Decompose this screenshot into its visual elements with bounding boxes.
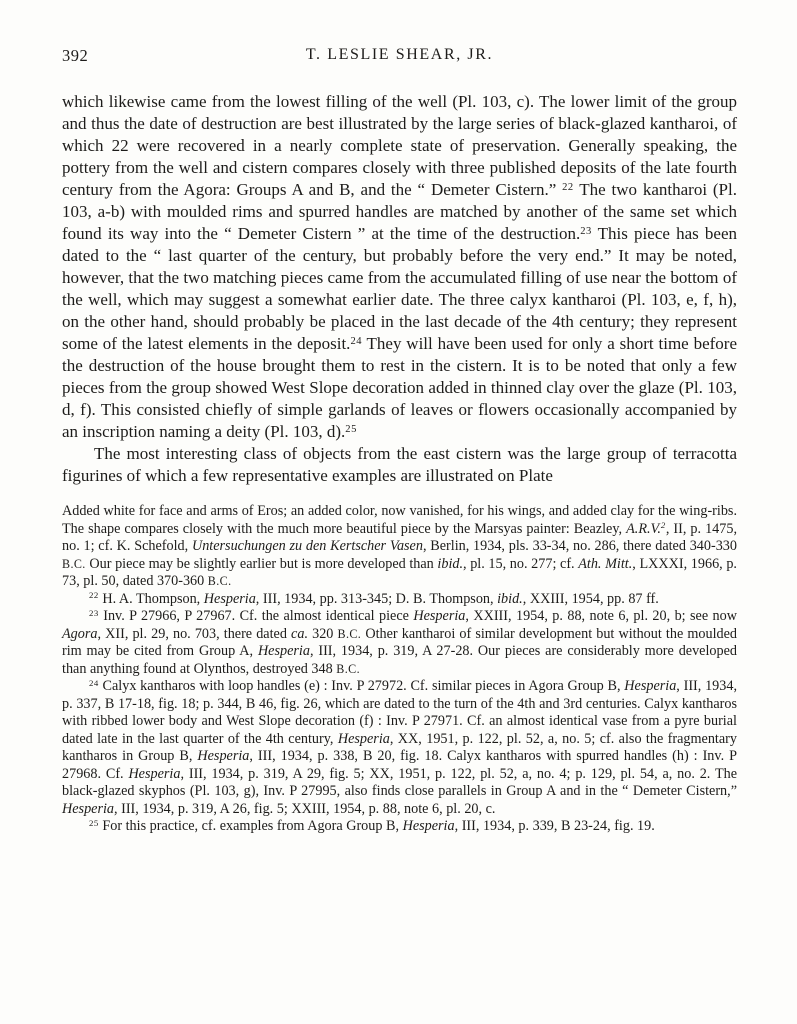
text-segment: ibid. xyxy=(437,555,464,572)
text-segment: This piece has been dated to the “ last quarter of the century, but probably before the very end.” It may be noted, however, that the two matching pieces came from the accumulated filling of use near the bottom of the well, which may suggest a somewhat earlier date. The three calyx kantharoi (Pl. 103, e, f, h), on the other hand, should probably be placed in the last decade of the 4th century; they represent some of the latest elements in the deposit. xyxy=(62,224,738,353)
text-segment: 22 xyxy=(562,181,574,193)
text-segment: Hesperia xyxy=(624,678,677,694)
text-segment: , II, p. 1475, no. 1; cf. K. Schefold, xyxy=(62,520,738,554)
text-segment: 25 xyxy=(345,423,357,435)
footnote-25 xyxy=(62,818,737,836)
text-segment: , III, 1934, p. 319, A 27-28. Our pieces are considerably more developed than anything found at Olynthos, destroyed 348 xyxy=(62,643,737,677)
text-segment: B.C. xyxy=(62,556,86,571)
text-segment: which likewise came from the lowest filling of the well (Pl. 103, c). The lower limit of the group and thus the date of destruction are best illustrated by the large series of black-glazed kantharoi, of which 22 were recovered in a nearly complete state of preservation. Generally speaking, the pottery from the well and cistern compares closely with three published deposits of the late fourth century from the Agora: Groups A and B, and the “ Demeter Cistern.” xyxy=(62,92,737,199)
text-segment: A.R.V. xyxy=(626,520,661,537)
text-segment: , III, 1934, p. 337, B 17-18, fig. 18; p. 344, B 46, fig. 26, which are dated to the turn of the 4th and 3rd centuries. Calyx kantharos with ribbed lower body and West Slope decoration (f) : Inv. P 27971. Cf. an almost identical vase from a pyre burial dated late in the last quarter of the 4th century, xyxy=(62,678,737,747)
footnote-22 xyxy=(62,591,737,609)
text-segment: 23 xyxy=(89,607,99,618)
text-segment: H. A. Thompson, xyxy=(98,590,204,607)
text-segment: B.C. xyxy=(207,574,232,588)
text-segment: Hesperia xyxy=(337,730,390,747)
text-segment: The two kantharoi (Pl. 103, a-b) with moulded rims and spurred handles are matched by another of the same set which found its way into the “ Demeter Cistern ” at the time of the destruction. xyxy=(62,180,737,243)
text-segment: , XXIII, 1954, pp. 87 ff. xyxy=(522,590,659,607)
text-segment: For this practice, cf. examples from Agora Group B, xyxy=(98,818,403,834)
text-segment: , III, 1934, p. 319, A 29, fig. 5; XX, 1951, p. 122, pl. 52, a, no. 4; p. 129, pl. 54, a, no. 2. The black-glazed skyphos (Pl. 103, g), Inv. P 27995, also finds close parallels in Group A and in the “ Demeter Cistern,” xyxy=(62,765,737,799)
text-segment: Hesperia xyxy=(128,765,181,782)
footnotes-section xyxy=(62,503,737,836)
text-segment: Hesperia xyxy=(413,608,466,624)
text-segment: Hesperia xyxy=(62,800,115,817)
text-segment: 25 xyxy=(89,817,99,828)
text-segment: ibid. xyxy=(497,590,523,607)
text-segment: , III, 1934, p. 339, B 23-24, fig. 19. xyxy=(454,818,655,834)
text-segment: B.C. xyxy=(336,661,360,676)
text-segment: Inv. P 27966, P 27967. Cf. the almost identical piece xyxy=(98,608,414,624)
text-segment: Our piece may be slightly earlier but is more developed than xyxy=(85,555,438,572)
text-segment: Hesperia xyxy=(197,748,250,764)
text-segment: They will have been used for only a short time before the destruction of the house brought them to rest in the cistern. It is to be noted that only a few pieces from the group showed West Slope decoration added in thinned clay over the glaze (Pl. 103, d, f). This consisted chiefly of simple garlands of leaves or flowers occasionally accompanied by an inscription naming a deity (Pl. 103, d). xyxy=(62,334,737,441)
text-segment: 24 xyxy=(89,677,99,688)
text-segment: , III, 1934, pp. 313-345; D. B. Thompson, xyxy=(255,590,498,607)
text-segment: 22 xyxy=(89,590,99,601)
text-segment: B.C. xyxy=(337,626,362,641)
text-segment: Hesperia xyxy=(203,590,256,607)
text-segment: Hesperia xyxy=(257,643,310,659)
text-segment: 2 xyxy=(660,520,666,531)
text-segment: , Berlin, 1934, pls. 33-34, no. 286, there dated 340-330 xyxy=(422,538,737,554)
footnote-23 xyxy=(62,608,737,678)
text-segment: Calyx kantharos with loop handles (e) : Inv. P 27972. Cf. similar pieces in Agora Group B, xyxy=(98,678,625,694)
text-segment: , pl. 15, no. 277; cf. xyxy=(463,555,579,572)
text-segment: Added white for face and arms of Eros; an added color, now vanished, for his wings, and added clay for the wing-ribs. The shape compares closely with the much more beautiful piece by the Marsyas painter: Beazley, xyxy=(62,503,737,537)
body-paragraph-1 xyxy=(62,91,737,443)
body-paragraph-2 xyxy=(62,443,737,487)
text-segment: , XII, pl. 29, no. 703, there dated xyxy=(97,625,292,642)
page-header xyxy=(62,46,737,68)
text-segment: , III, 1934, p. 319, A 26, fig. 5; XXIII, 1954, p. 88, note 6, pl. 20, c. xyxy=(114,800,496,817)
text-segment: The most interesting class of objects from the east cistern was the large group of terracotta figurines of which a few representative examples are illustrated on Plate xyxy=(62,444,737,485)
text-segment: , LXXXI, 1966, p. 73, pl. 50, dated 370-360 xyxy=(62,555,737,589)
text-segment: Agora xyxy=(62,625,98,642)
text-segment: 23 xyxy=(580,225,592,237)
footnote-continuation xyxy=(62,503,737,591)
text-segment: , III, 1934, p. 338, B 20, fig. 18. Calyx kantharos with spurred handles (h) : Inv. P 27968. Cf. xyxy=(62,748,737,782)
text-segment: , XXIII, 1954, p. 88, note 6, pl. 20, b; see now xyxy=(465,608,737,624)
article-body xyxy=(62,91,737,487)
text-segment: Hesperia xyxy=(402,818,455,834)
text-segment: Untersuchungen zu den Kertscher Vasen xyxy=(191,538,423,554)
running-head: T. LESLIE SHEAR, JR. xyxy=(305,46,494,63)
text-segment: , XX, 1951, p. 122, pl. 52, a, no. 5; cf. also the fragmentary kantharos in Group B, xyxy=(62,730,737,764)
text-segment: ca. xyxy=(291,625,308,642)
page-number: 392 xyxy=(62,46,89,65)
footnote-24 xyxy=(62,678,737,818)
text-segment: Ath. Mitt. xyxy=(578,555,633,572)
text-segment: 24 xyxy=(350,335,362,347)
text-segment: 320 xyxy=(308,625,338,642)
text-segment: Other kantharoi of similar development but without the moulded rim may be cited from Group A, xyxy=(62,625,738,659)
